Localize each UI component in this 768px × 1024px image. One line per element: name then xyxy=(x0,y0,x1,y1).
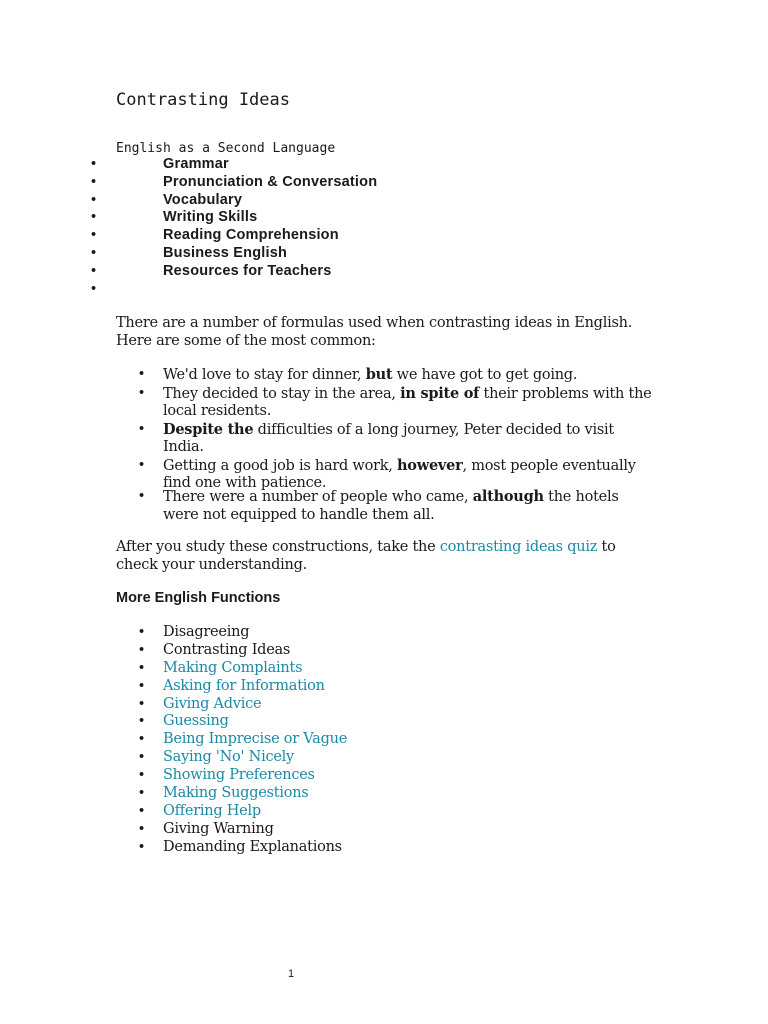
bullet-icon: • xyxy=(91,262,97,279)
bullet-icon: • xyxy=(139,677,144,694)
bullet-icon: • xyxy=(139,785,144,802)
function-list-item[interactable] xyxy=(0,749,653,767)
function-link[interactable]: Asking for Information xyxy=(163,677,325,694)
nav-item-label: Writing Skills xyxy=(163,209,258,226)
bullet-icon: • xyxy=(139,384,144,401)
bullet-icon: • xyxy=(139,624,144,640)
function-link[interactable]: Making Complaints xyxy=(163,659,303,676)
function-link[interactable]: Showing Preferences xyxy=(163,767,315,784)
after-study-paragraph xyxy=(116,539,661,574)
example-text: difficulties of a long journey, Peter decided to visit India. xyxy=(163,421,615,455)
bullet-icon: • xyxy=(139,420,144,437)
function-list-item[interactable] xyxy=(0,678,653,696)
bullet-icon: • xyxy=(91,244,97,261)
after-study-text: After you study these constructions, take the xyxy=(116,539,440,555)
nav-item-label: Business English xyxy=(163,244,288,261)
bullet-icon: • xyxy=(139,366,144,382)
intro-paragraph: There are a number of formulas used when contrasting ideas in English. Here are some of the most common: xyxy=(116,315,633,349)
example-keyword: Despite the xyxy=(163,420,254,438)
example-keyword: however xyxy=(397,456,463,474)
bullet-icon: • xyxy=(139,838,144,855)
nav-item-empty xyxy=(0,281,768,299)
nav-item[interactable] xyxy=(0,174,768,192)
esl-nav-list xyxy=(0,156,768,298)
bullet-icon: • xyxy=(91,173,97,190)
function-label: Contrasting Ideas xyxy=(163,641,291,658)
function-list-item[interactable] xyxy=(0,731,653,749)
nav-item[interactable] xyxy=(0,227,768,245)
example-text: the hotels were not equipped to handle them all. xyxy=(163,489,619,523)
example-text: we have got to get going. xyxy=(392,367,578,383)
bullet-icon: • xyxy=(91,227,97,244)
function-link[interactable]: Being Imprecise or Vague xyxy=(163,731,348,748)
bullet-icon: • xyxy=(139,802,144,819)
bullet-icon: • xyxy=(139,767,144,784)
after-study-text: to check your understanding. xyxy=(116,539,616,573)
example-item xyxy=(0,366,653,385)
function-list-item[interactable] xyxy=(0,660,653,678)
example-text: , most people eventually find one with patience. xyxy=(163,457,636,491)
function-link[interactable]: Saying 'No' Nicely xyxy=(163,749,294,766)
more-functions-heading: More English Functions xyxy=(116,590,281,606)
example-item xyxy=(0,385,653,421)
function-label: Demanding Explanations xyxy=(163,838,342,855)
example-item xyxy=(0,421,653,457)
nav-item[interactable] xyxy=(0,192,768,210)
nav-item-label: Grammar xyxy=(163,156,229,172)
section-subtitle: English as a Second Language xyxy=(116,141,336,156)
bullet-icon: • xyxy=(139,820,144,837)
example-text: There were a number of people who came, xyxy=(163,489,473,505)
example-item xyxy=(0,488,653,524)
function-list-item xyxy=(0,642,653,660)
bullet-icon: • xyxy=(139,713,144,730)
nav-item-label: Resources for Teachers xyxy=(163,262,332,279)
example-keyword: but xyxy=(365,366,393,383)
bullet-icon: • xyxy=(91,191,97,208)
example-keyword: although xyxy=(472,488,544,505)
functions-list xyxy=(0,624,768,857)
bullet-icon: • xyxy=(91,209,97,226)
nav-item-label: Pronunciation & Conversation xyxy=(163,173,378,190)
bullet-icon: • xyxy=(91,280,97,297)
bullet-icon: • xyxy=(139,749,144,766)
example-text: their problems with the local residents. xyxy=(163,385,652,419)
examples-list xyxy=(0,366,768,493)
function-list-item xyxy=(0,839,653,857)
example-text: We'd love to stay for dinner, xyxy=(163,367,366,383)
page-number: 1 xyxy=(288,968,295,980)
bullet-icon: • xyxy=(139,731,144,748)
example-text: They decided to stay in the area, xyxy=(163,385,401,402)
bullet-icon: • xyxy=(91,156,97,172)
nav-item-label: Vocabulary xyxy=(163,191,243,208)
nav-item[interactable] xyxy=(0,156,768,174)
page-title: Contrasting Ideas xyxy=(116,90,290,110)
examples-list-continued xyxy=(0,488,768,524)
example-keyword: in spite of xyxy=(400,384,480,402)
nav-item[interactable] xyxy=(0,209,768,227)
bullet-icon: • xyxy=(139,488,144,504)
function-list-item[interactable] xyxy=(0,785,653,803)
function-label: Giving Warning xyxy=(163,820,274,837)
function-label: Disagreeing xyxy=(163,624,250,640)
function-link[interactable]: Giving Advice xyxy=(163,695,262,712)
function-list-item xyxy=(0,821,653,839)
nav-item-label: Reading Comprehension xyxy=(163,227,339,244)
bullet-icon: • xyxy=(139,659,144,676)
function-link[interactable]: Guessing xyxy=(163,713,229,730)
bullet-icon: • xyxy=(139,641,144,658)
example-text: Getting a good job is hard work, xyxy=(163,457,398,474)
bullet-icon: • xyxy=(139,456,144,473)
function-list-item[interactable] xyxy=(0,713,653,731)
quiz-link[interactable]: contrasting ideas quiz xyxy=(439,539,598,555)
function-list-item[interactable] xyxy=(0,696,653,714)
function-link[interactable]: Offering Help xyxy=(163,802,261,819)
function-list-item xyxy=(0,624,653,642)
function-list-item[interactable] xyxy=(0,803,653,821)
function-link[interactable]: Making Suggestions xyxy=(163,785,309,802)
nav-item[interactable] xyxy=(0,245,768,263)
function-list-item[interactable] xyxy=(0,767,653,785)
bullet-icon: • xyxy=(139,695,144,712)
nav-item[interactable] xyxy=(0,263,768,281)
